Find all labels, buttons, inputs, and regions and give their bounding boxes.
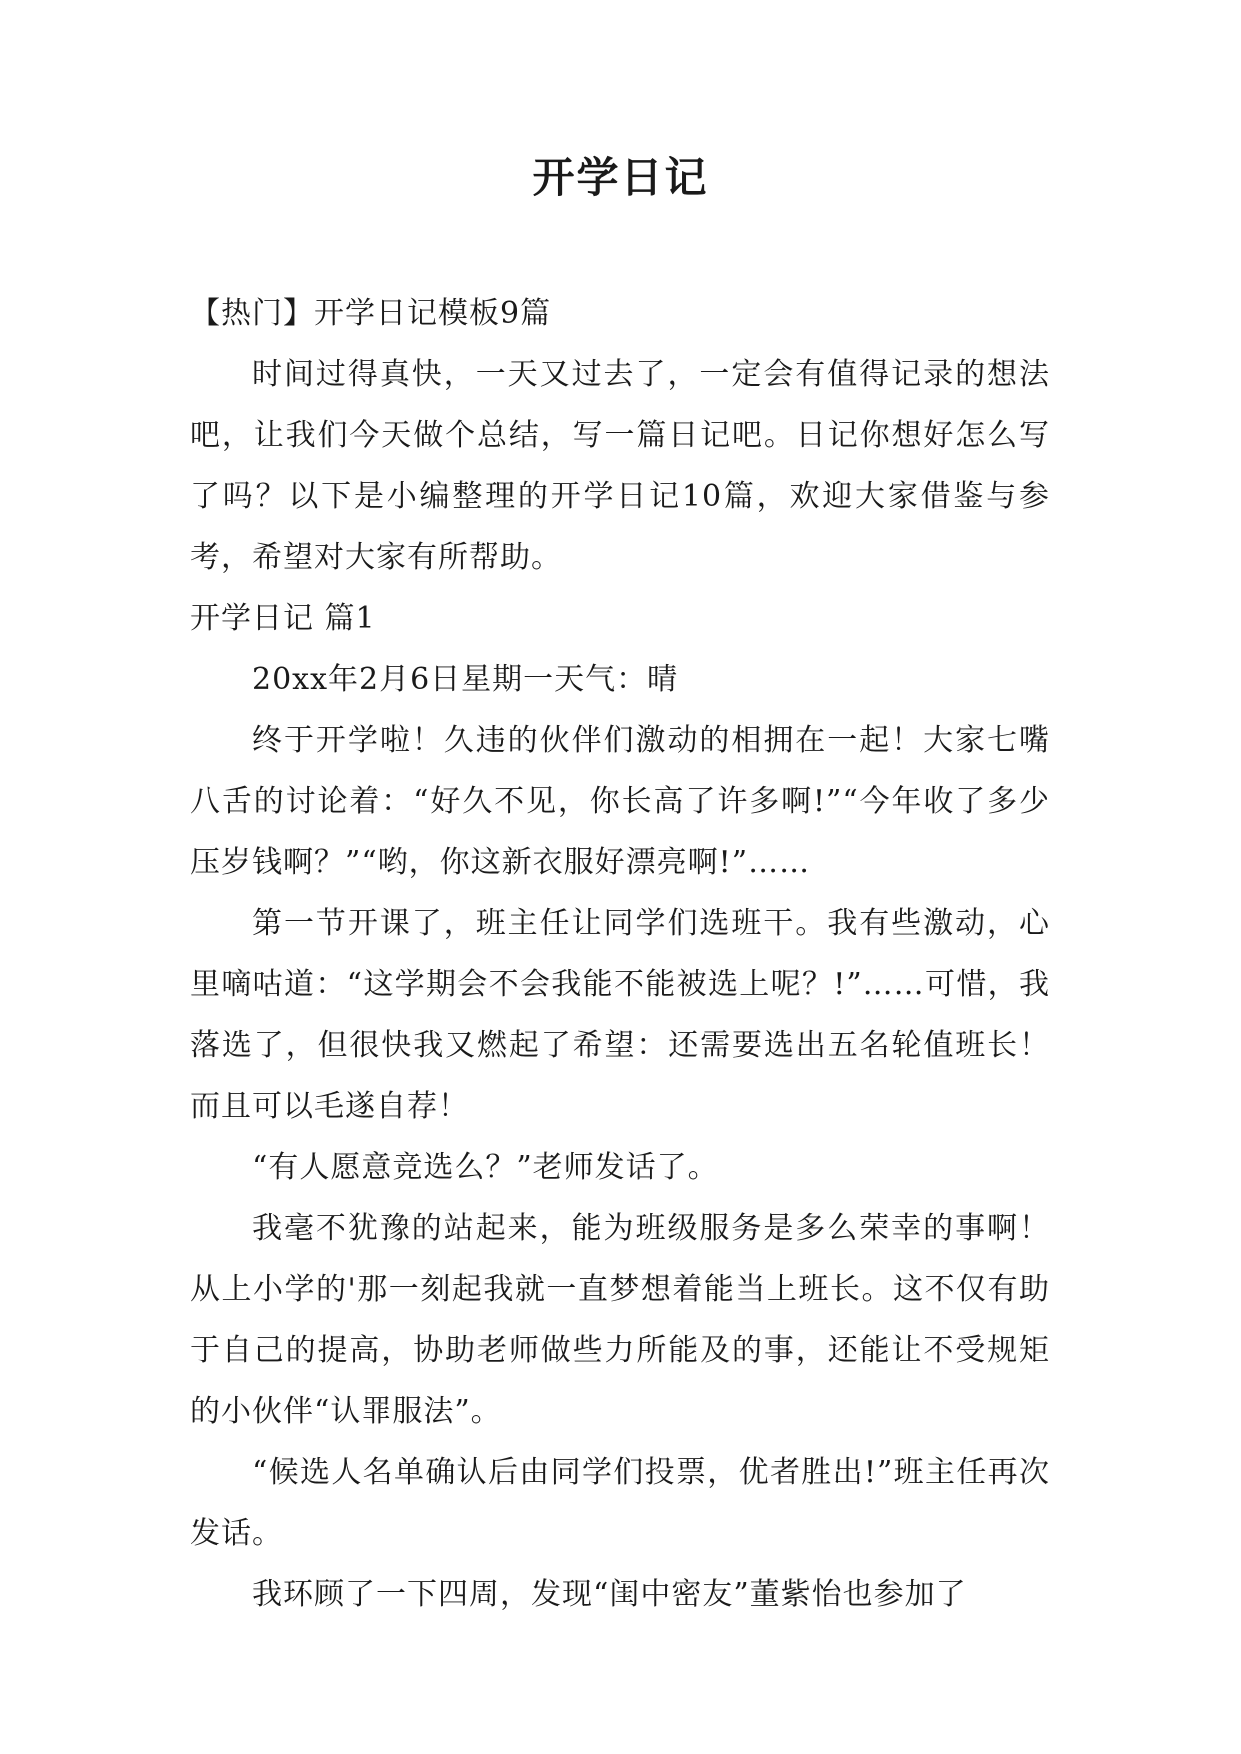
body-paragraph: “有人愿意竞选么？”老师发话了。 — [252, 1150, 719, 1185]
body-paragraph: 20xx年2月6日星期一天气：晴 — [252, 662, 679, 697]
document-title: 开学日记 — [532, 153, 709, 202]
body-paragraph: 终于开学啦！久违的伙伴们激动的相拥在一起！大家七嘴八舌的讨论着：“好久不见，你长高了许多啊!”“今年收了多少压岁钱啊？”“哟，你这新衣服好漂亮啊!”…… — [190, 723, 1050, 880]
body-paragraph: 第一节开课了，班主任让同学们选班干。我有些激动，心里嘀咕道：“这学期会不会我能不能被选上呢？!”……可惜，我落选了，但很快我又燃起了希望：还需要选出五名轮值班长！而且可以毛遂自荐！ — [190, 906, 1050, 1124]
document-body — [190, 283, 1050, 1625]
body-paragraph: 我毫不犹豫的站起来，能为班级服务是多么荣幸的事啊！从上小学的'那一刻起我就一直梦想着能当上班长。这不仅有助于自己的提高，协助老师做些力所能及的事，还能让不受规矩的小伙伴“认罪服法”。 — [190, 1211, 1050, 1429]
body-paragraph: “候选人名单确认后由同学们投票，优者胜出!”班主任再次发话。 — [190, 1455, 1050, 1551]
document-subtitle: 【热门】开学日记模板9篇 — [190, 296, 552, 331]
body-paragraph: 时间过得真快，一天又过去了，一定会有值得记录的想法吧，让我们今天做个总结，写一篇日记吧。日记你想好怎么写了吗？以下是小编整理的开学日记10篇，欢迎大家借鉴与参考，希望对大家有所帮助。 — [190, 357, 1050, 575]
section-heading: 开学日记 篇1 — [190, 601, 376, 636]
body-paragraph: 我环顾了一下四周，发现“闺中密友”董紫怡也参加了 — [252, 1577, 967, 1612]
